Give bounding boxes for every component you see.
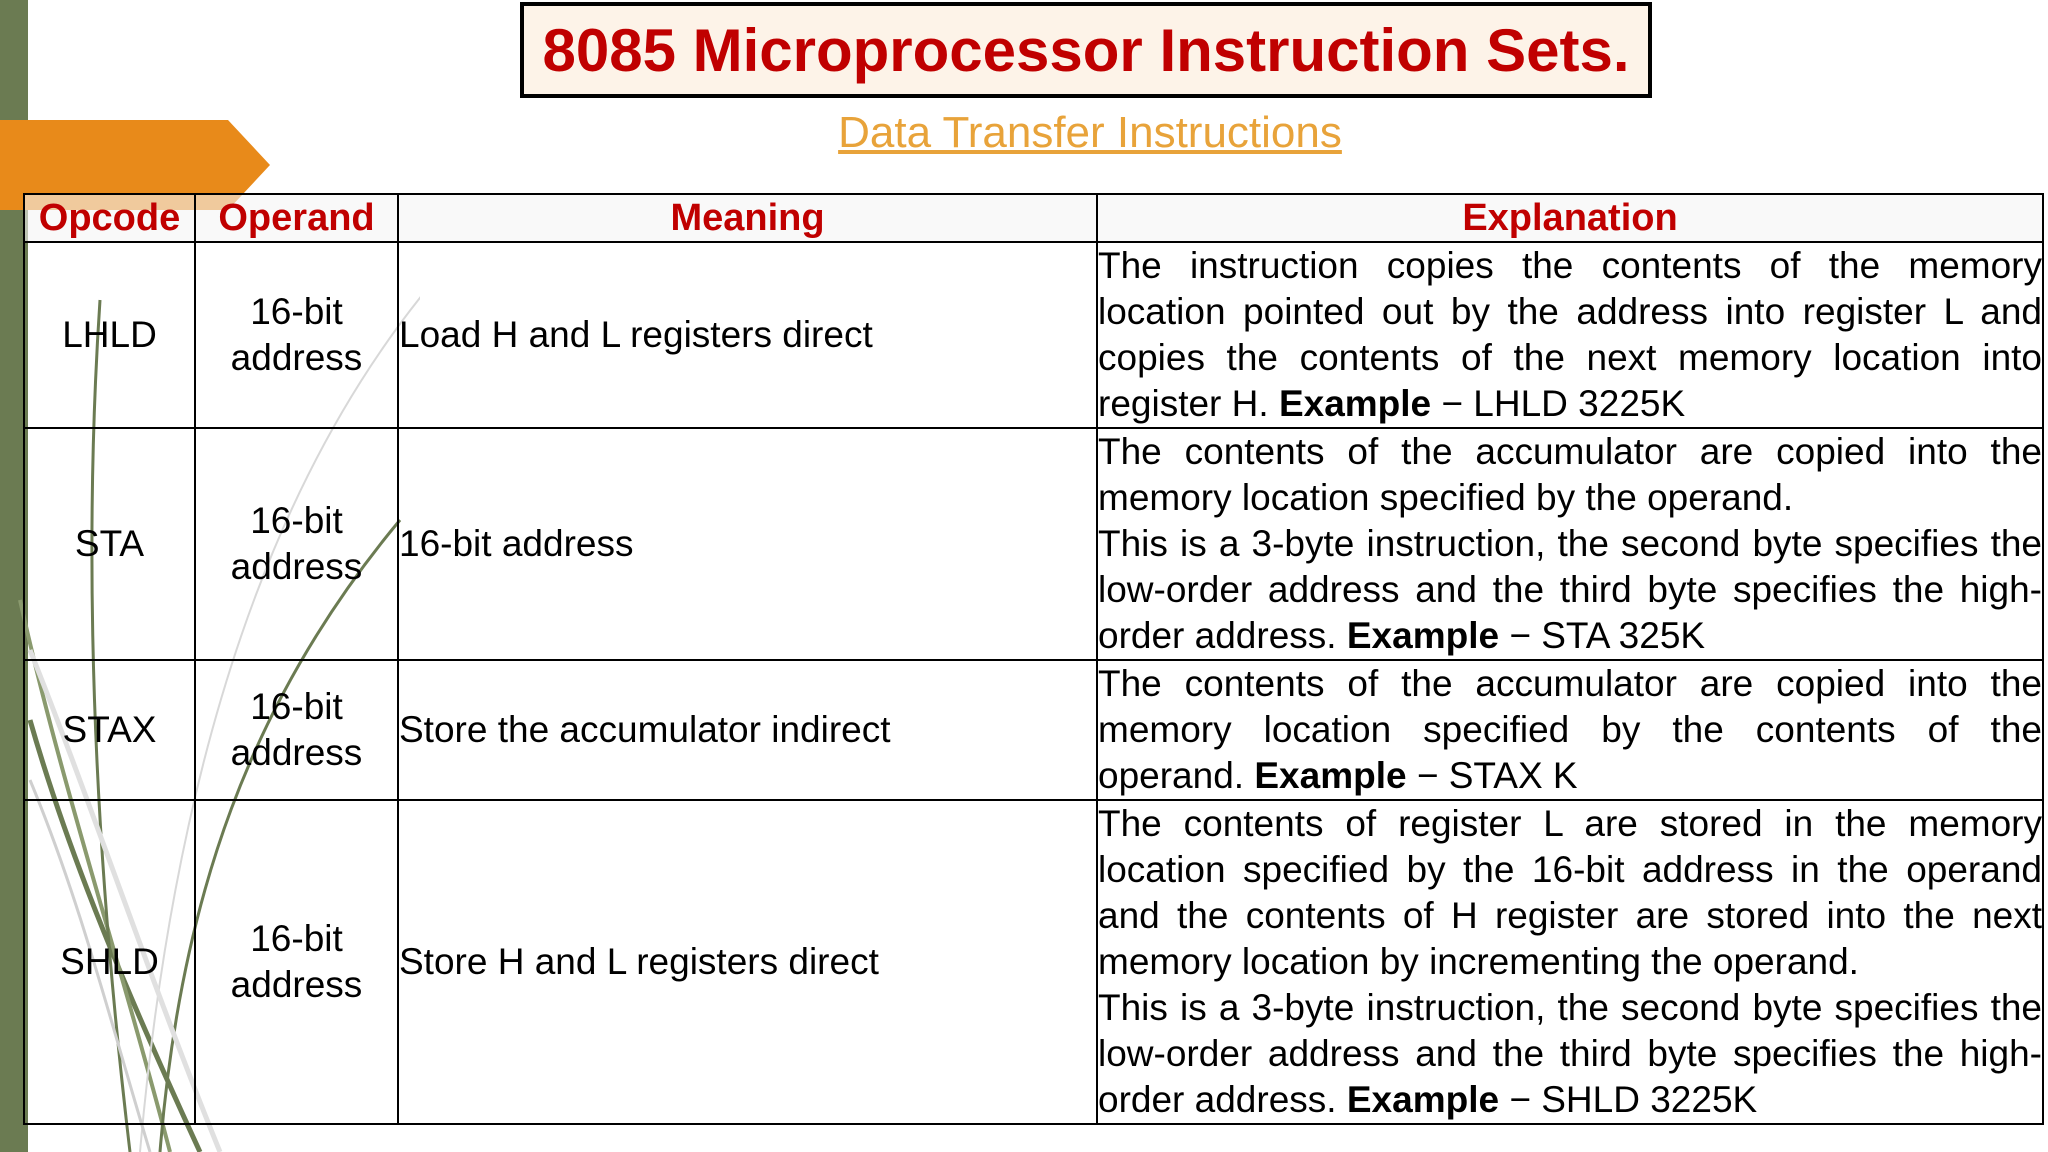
operand-cell xyxy=(195,242,398,428)
page-title: 8085 Microprocessor Instruction Sets. xyxy=(542,16,1630,84)
header-opcode: Opcode xyxy=(24,194,195,242)
operand-line: 16-bit xyxy=(250,917,343,959)
example-value: − SHLD 3225K xyxy=(1509,1079,1758,1120)
operand-line: 16-bit xyxy=(250,290,343,332)
operand-line: 16-bit xyxy=(250,499,343,541)
explanation-cell xyxy=(1097,800,2043,1124)
explanation-cell xyxy=(1097,660,2043,800)
explanation-text: This is a 3-byte instruction, the second byte specifies the low-order address and the third byte specifies the high-order address. xyxy=(1098,987,2042,1120)
example-label: Example xyxy=(1254,755,1407,796)
meaning-cell: 16-bit address xyxy=(398,428,1097,660)
meaning-cell: Store H and L registers direct xyxy=(398,800,1097,1124)
explanation-text: This is a 3-byte instruction, the second byte specifies the low-order address and the third byte specifies the high-order address. xyxy=(1098,523,2042,656)
header-explanation: Explanation xyxy=(1097,194,2043,242)
opcode-cell: STAX xyxy=(24,660,195,800)
example-label: Example xyxy=(1346,1079,1500,1120)
operand-cell xyxy=(195,428,398,660)
table-header-row xyxy=(24,194,2043,242)
opcode-cell: SHLD xyxy=(24,800,195,1124)
table-row xyxy=(24,428,2043,660)
operand-cell xyxy=(195,660,398,800)
table-row xyxy=(24,242,2043,428)
explanation-text: The instruction copies the contents of the memory location pointed out by the address into register L and copies the contents of the next memory location into register H. xyxy=(1098,245,2042,424)
opcode-cell: STA xyxy=(24,428,195,660)
table-row xyxy=(24,660,2043,800)
explanation-text: The contents of the accumulator are copied into the memory location specified by the operand. xyxy=(1098,431,2042,518)
explanation-cell xyxy=(1097,428,2043,660)
header-operand: Operand xyxy=(195,194,398,242)
example-value: − LHLD 3225K xyxy=(1441,383,1686,424)
meaning-cell: Load H and L registers direct xyxy=(398,242,1097,428)
instruction-table xyxy=(23,193,2044,1125)
example-value: − STA 325K xyxy=(1509,615,1706,656)
example-label: Example xyxy=(1278,383,1432,424)
explanation-text: The contents of register L are stored in the memory location specified by the 16-bit address in the operand and the contents of H register are stored into the next memory location by incrementing the operand. xyxy=(1098,803,2042,982)
table-row xyxy=(24,800,2043,1124)
explanation-cell xyxy=(1097,242,2043,428)
header-meaning: Meaning xyxy=(398,194,1097,242)
example-label: Example xyxy=(1346,615,1500,656)
section-subtitle[interactable]: Data Transfer Instructions xyxy=(838,108,1342,157)
operand-line: address xyxy=(230,337,363,378)
operand-line: 16-bit xyxy=(250,685,343,727)
meaning-cell: Store the accumulator indirect xyxy=(398,660,1097,800)
title-box xyxy=(520,2,1652,98)
opcode-cell: LHLD xyxy=(24,242,195,428)
operand-cell xyxy=(195,800,398,1124)
explanation-text: The contents of the accumulator are copied into the memory location specified by the contents of the operand. xyxy=(1098,663,2042,796)
operand-line: address xyxy=(230,964,363,1005)
operand-line: address xyxy=(230,546,363,587)
operand-line: address xyxy=(230,732,363,773)
example-value: − STAX K xyxy=(1416,755,1578,796)
